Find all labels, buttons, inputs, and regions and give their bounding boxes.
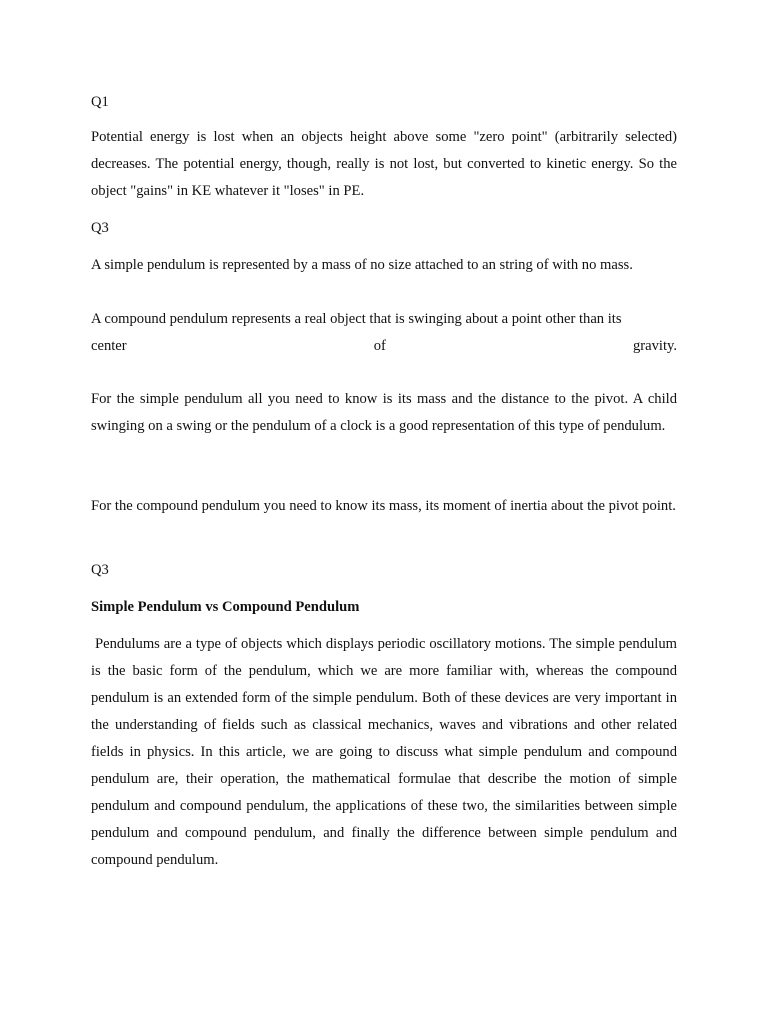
paragraph-simple-pendulum-requirements: For the simple pendulum all you need to know is its mass and the distance to the pivot. A child swinging on a swing or the pendulum of a clock is a good representation of this type of pendulum. — [91, 391, 677, 434]
compound-definition-line-1: A compound pendulum represents a real object that is swinging about a point other than its — [91, 311, 622, 327]
question-label-q3-second: Q3 — [91, 562, 109, 578]
paragraph-compound-pendulum-requirements: For the compound pendulum you need to know its mass, its moment of inertia about the pivot point. — [91, 498, 676, 514]
compound-definition-line-2 — [91, 333, 677, 360]
word-gravity: gravity. — [632, 338, 677, 354]
question-label-q3: Q3 — [91, 220, 109, 236]
paragraph-simple-pendulum-definition: A simple pendulum is represented by a mass of no size attached to an string of with no mass. — [91, 257, 633, 273]
word-center: center — [91, 338, 127, 354]
paragraph-compound-pendulum-definition — [91, 306, 677, 360]
section-heading: Simple Pendulum vs Compound Pendulum — [91, 599, 360, 615]
question-label-q1: Q1 — [91, 94, 109, 110]
paragraph-potential-energy: Potential energy is lost when an objects height above some "zero point" (arbitrarily selected) decreases. The potential energy, though, really is not lost, but converted to kinetic energy. So the object "gains" in KE whatever it "loses" in PE. — [91, 129, 677, 199]
paragraph-introduction: Pendulums are a type of objects which displays periodic oscillatory motions. The simple pendulum is the basic form of the pendulum, which we are more familiar with, whereas the compound pendulum is an extended form of the simple pendulum. Both of these devices are very important in the understanding of fields such as classical mechanics, waves and vibrations and other related fields in physics. In this article, we are going to discuss what simple pendulum and compound pendulum are, their operation, the mathematical formulae that describe the motion of simple pendulum and compound pendulum, the applications of these two, the similarities between simple pendulum and compound pendulum, and finally the difference between simple pendulum and compound pendulum. — [91, 636, 677, 868]
word-of: of — [373, 338, 386, 354]
